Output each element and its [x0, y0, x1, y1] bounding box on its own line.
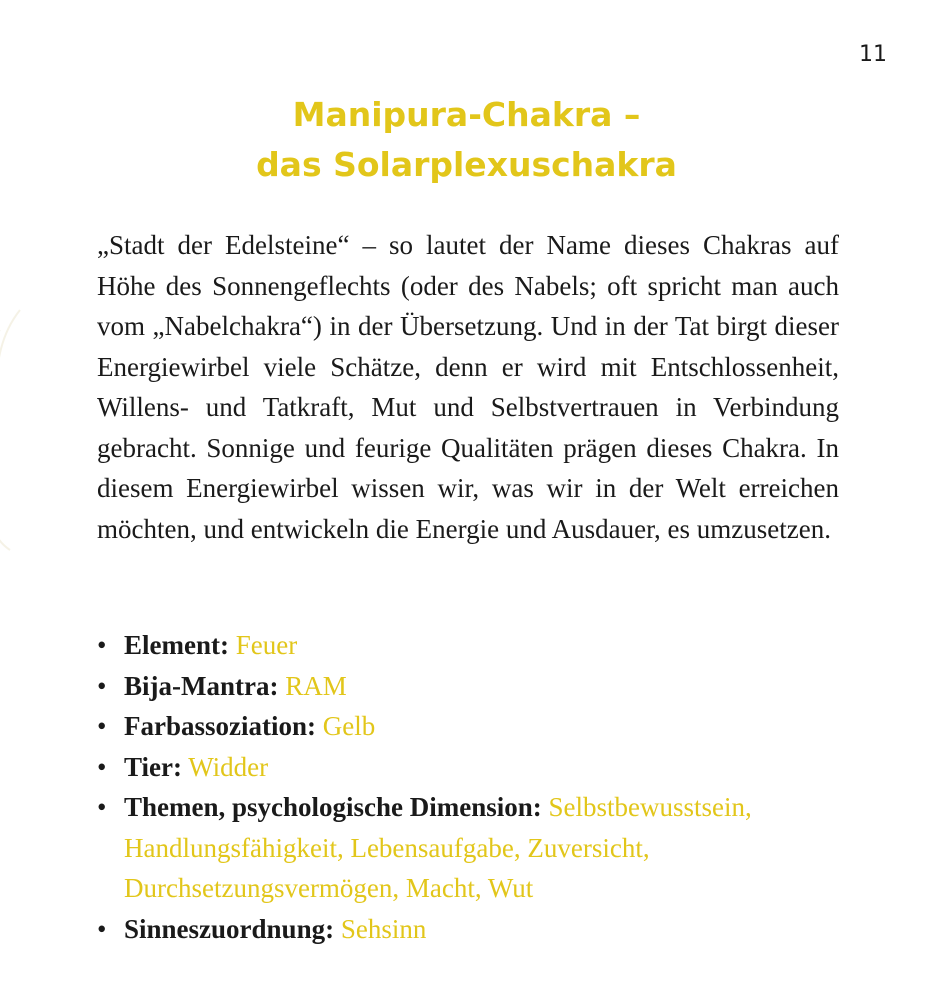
facts-list — [97, 625, 839, 949]
title-line-1: Manipura-Chakra – — [292, 95, 641, 134]
fact-tier — [97, 747, 839, 788]
fact-value: Sehsinn — [340, 913, 427, 944]
body-paragraph: „Stadt der Edelsteine“ – so lautet der Name dieses Chakras auf Höhe des Sonnengeflechts (oder des Nabels; oft spricht man auch vom „Nabelchakra“) in der Übersetzung. Und in der Tat birgt dieser Energiewirbel viele Schätze, denn er wird mit Entschlossenheit, Willens- und Tatkraft, Mut und Selbstvertrauen in Verbindung gebracht. Sonnige und feurige Qualitäten prägen dieses Chakra. In diesem Energiewirbel wissen wir, was wir in der Welt erreichen möchten, und entwickeln die Energie und Ausdauer, es umzusetzen. — [97, 230, 839, 544]
fact-label: Tier: — [124, 751, 182, 782]
fact-value: Feuer — [235, 630, 298, 660]
fact-label: Themen, psychologische Dimension: — [124, 792, 542, 822]
fact-value: Widder — [188, 751, 269, 782]
decorative-ornament — [0, 300, 30, 560]
fact-value: RAM — [285, 670, 347, 701]
fact-element — [97, 625, 839, 666]
fact-value: Selbstbewusstsein, Handlungsfähigkeit, Lebensaufgabe, Zuversicht, Durchsetzungsvermögen, Macht, Wut — [124, 792, 752, 903]
page-number: 11 — [859, 42, 887, 67]
fact-label: Sinneszuordnung: — [124, 913, 335, 944]
fact-label: Element: — [124, 630, 229, 660]
fact-value: Gelb — [322, 711, 376, 741]
fact-sinneszuordnung — [97, 909, 839, 950]
title-line-2: das Solarplexuschakra — [256, 145, 677, 184]
fact-bija-mantra — [97, 666, 839, 707]
fact-farbassoziation — [97, 706, 839, 747]
fact-label: Bija-Mantra: — [124, 670, 279, 701]
fact-themen — [97, 787, 839, 909]
page-title — [0, 90, 933, 190]
fact-label: Farbassoziation: — [124, 711, 316, 741]
